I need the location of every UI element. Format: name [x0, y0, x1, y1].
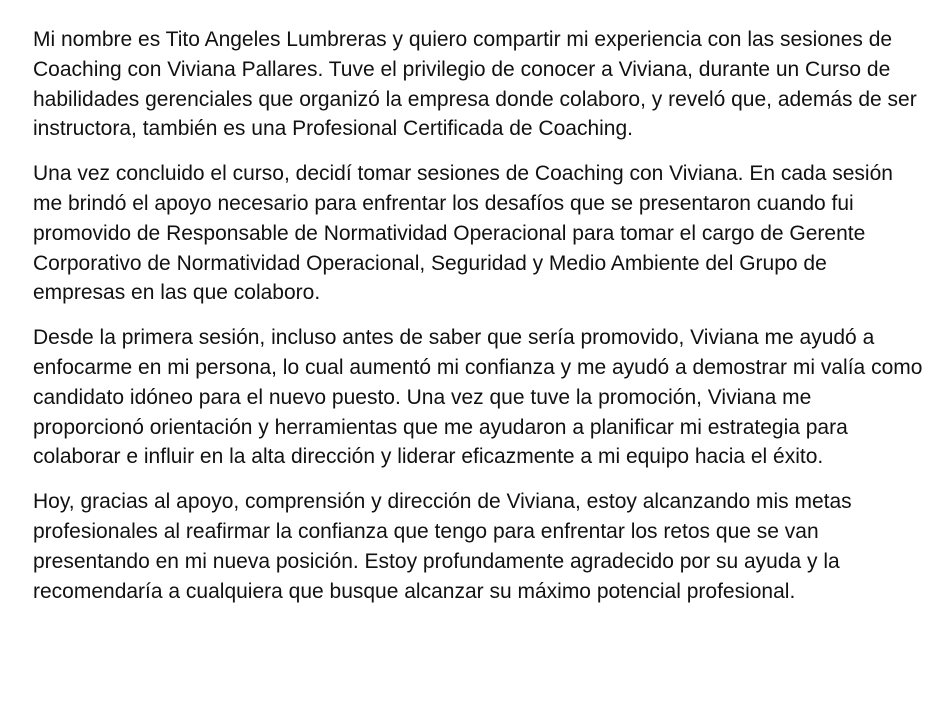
- paragraph-intro: Mi nombre es Tito Angeles Lumbreras y quiero compartir mi experiencia con las sesiones de Coaching con Viviana Pallares. Tuve el privilegio de conocer a Viviana, durante un Curso de habilidades gerenciales que organizó la empresa donde colaboro, y reveló que, además de ser instructora, también es una Profesional Certificada de Coaching.: [33, 28, 917, 141]
- paragraph-first-session: Desde la primera sesión, incluso antes de saber que sería promovido, Viviana me ayudó a enfocarme en mi persona, lo cual aumentó mi confianza y me ayudó a demostrar mi valía como candidato idóneo para el nuevo puesto. Una vez que tuve la promoción, Viviana me proporcionó orientación y herramientas que me ayudaron a planificar mi estrategia para colaborar e influir en la alta dirección y liderar eficazmente a mi equipo hacia el éxito.: [33, 326, 923, 469]
- paragraph-sessions: Una vez concluido el curso, decidí tomar sesiones de Coaching con Viviana. En cada sesión me brindó el apoyo necesario para enfrentar los desafíos que se presentaron cuando fui promovido de Responsable de Normatividad Operacional para tomar el cargo de Gerente Corporativo de Normatividad Operacional, Seguridad y Medio Ambiente del Grupo de empresas en las que colaboro.: [33, 162, 893, 305]
- paragraph-conclusion: Hoy, gracias al apoyo, comprensión y dirección de Viviana, estoy alcanzando mis metas profesionales al reafirmar la confianza que tengo para enfrentar los retos que se van presentando en mi nueva posición. Estoy profundamente agradecido por su ayuda y la recomendaría a cualquiera que busque alcanzar su máximo potencial profesional.: [33, 490, 852, 603]
- testimonial-text: [33, 25, 923, 606]
